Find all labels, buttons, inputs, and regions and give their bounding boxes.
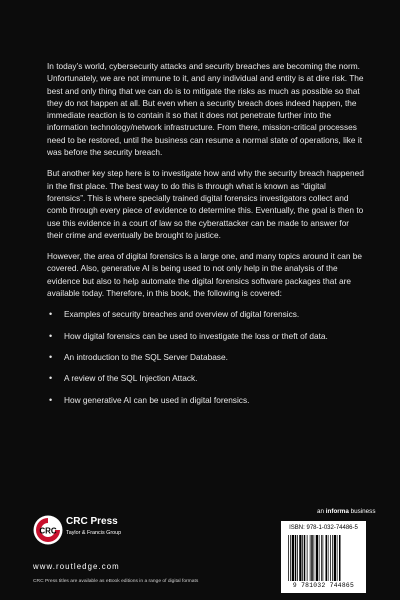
barcode-bar (311, 535, 313, 581)
barcode-bar (292, 535, 294, 581)
blurb (47, 60, 365, 415)
informa-business-label (317, 508, 375, 515)
paragraph-2: But another key step here is to investigate how and why the security breach happened in the first place. The best way to do this is through what is known as “digital forensics”. This is where specially trained digital forensics investigators collect and comb through every piece of evidence to determine this. Eventually, the goal is then to use this evidence in a court of law so the cyberattacker can be made to answer for their crime and eventually be brought to justice. (47, 168, 364, 240)
list-item (47, 351, 365, 363)
publisher-name: CRC Press (66, 516, 118, 527)
barcode-bar (314, 535, 315, 581)
barcode-bar (297, 535, 298, 581)
paragraph-1: In today’s world, cybersecurity attacks and security breaches are becoming the norm. Unfortunately, we are not immune to it, and any individual and entity is at dire risk. The best and only thing that we can do is to mitigate the risks as much as possible so that they do not happen at all. But even when a security breach does indeed happen, the immediate reaction is to contain it so that it does not penetrate further into the information technology/network infrastructure. From there, mission-critical processes need to be restored, until the business can resume a normal state of operations, like it was before the security breach. (47, 61, 364, 158)
list-item-text: A review of the SQL Injection Attack. (64, 373, 198, 384)
bullet-icon: • (49, 351, 53, 362)
crc-logo-icon (33, 515, 63, 545)
list-item (47, 394, 365, 406)
list-item (47, 372, 365, 384)
list-item (47, 330, 365, 342)
barcode-bar (319, 535, 320, 581)
list-item-text: Examples of security breaches and overview of digital forensics. (64, 309, 300, 320)
barcode-bar (339, 535, 341, 581)
bullet-icon: • (49, 394, 53, 405)
barcode-bar (316, 535, 318, 581)
barcode-panel (281, 521, 366, 593)
list-item-text: An introduction to the SQL Server Database. (64, 351, 228, 362)
barcode-bar (334, 535, 336, 581)
informa-prefix: an (317, 508, 325, 515)
ebook-notice: CRC Press titles are available as eBook editions in a range of digital formats (33, 579, 199, 584)
barcode-bar (288, 535, 289, 581)
list-item (47, 308, 365, 320)
topic-list (47, 308, 365, 405)
barcode-bar (307, 535, 308, 581)
barcode-bar (330, 535, 331, 581)
barcode-bar (295, 535, 297, 581)
bullet-icon: • (49, 330, 53, 341)
list-item-text: How digital forensics can be used to investigate the loss or theft of data. (64, 330, 328, 341)
bullet-icon: • (49, 309, 53, 320)
publisher-group: Taylor & Francis Group (66, 530, 122, 536)
paragraph-3: However, the area of digital forensics is a large one, and many topics around it can be covered. Also, generative AI is being used to not only help in the analysis of the evidence but also to help automate the digital forensics software packages that are available today. Therefore, in this book, the following is covered: (47, 251, 363, 299)
barcode-bar (337, 535, 338, 581)
barcode-bar (310, 535, 311, 581)
informa-brand: informa (325, 508, 349, 515)
barcode-bar (323, 535, 324, 581)
barcode-icon (288, 535, 359, 581)
barcode-bar (326, 535, 328, 581)
barcode-bar (328, 535, 329, 581)
ean-digits: 9 781032 744865 (292, 582, 355, 589)
barcode-bar (302, 535, 303, 581)
barcode-bar (321, 535, 322, 581)
isbn-label: ISBN: 978-1-032-74486-5 (289, 525, 358, 531)
logo-text: CRC (39, 526, 57, 536)
publisher-url: www.routledge.com (33, 562, 120, 571)
list-item-text: How generative AI can be used in digital forensics. (64, 394, 250, 405)
barcode-bar (304, 535, 306, 581)
informa-suffix: business (350, 508, 376, 515)
barcode-bar (299, 535, 301, 581)
barcode-bar (332, 535, 333, 581)
bullet-icon: • (49, 373, 53, 384)
barcode-bar (290, 535, 291, 581)
